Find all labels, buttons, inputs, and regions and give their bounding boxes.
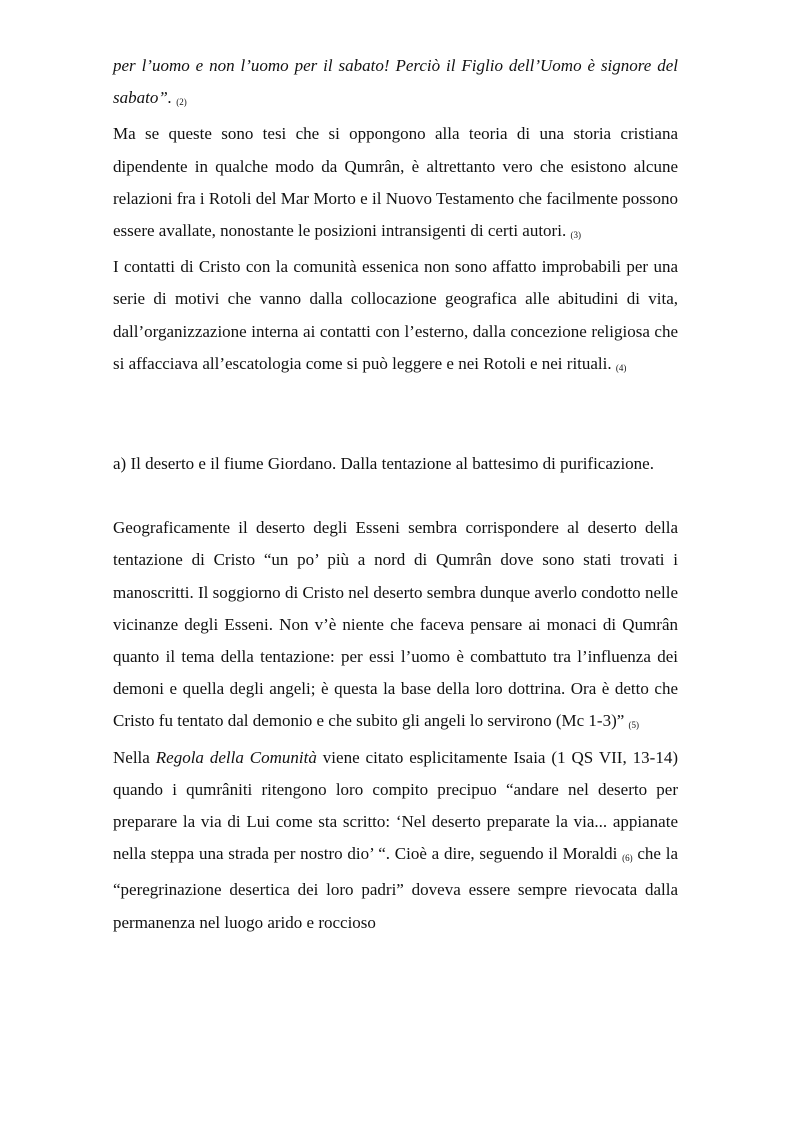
paragraph-contacts <box>113 251 678 384</box>
section-heading: a) Il deserto e il fiume Giordano. Dalla tentazione al battesimo di purificazione. <box>113 454 654 474</box>
paragraph-text: Geograficamente il deserto degli Esseni sembra corrispondere al deserto della tentazione di Cristo “un po’ più a nord di Qumrân dove sono stati trovati i manoscritti. Il soggiorno di Cristo nel deserto sembra dunque averlo condotto nelle vicinanze degli Esseni. Non v’è niente che faceva pensare ai monaci di Qumrân quanto il tema della tentazione: per essi l’uomo è combattuto tra l’influenza dei demoni e quella degli angeli; è questa la base della loro dottrina. Ora è detto che Cristo fu tentato dal demonio e che subito gli angeli lo servirono (Mc 1-3)” <box>113 518 678 731</box>
paragraph-quote-end <box>113 50 678 118</box>
spacer <box>113 384 678 448</box>
paragraph-text-middle: viene citato esplicitamente Isaia (1 QS VII, 13-14) quando i qumrâniti ritengono loro compito precipuo “andare nel deserto per preparare la via di Lui come sta scritto: ‘Nel deserto preparate la via... appianate nella steppa una strada per nostro dio’ “. Cioè a dire, seguendo il Moraldi <box>113 747 678 864</box>
paragraph-desert <box>113 512 678 741</box>
footnote-ref-2: (2) <box>176 97 187 108</box>
paragraph-relations <box>113 118 678 251</box>
paragraph-text: I contatti di Cristo con la comunità essenica non sono affatto improbabili per una serie di motivi che vanno dalla collocazione geografica alle abitudini di vita, dall’organizzazione interna ai contatti con l’esterno, dalla concezione religiosa che si affacciava all’escatologia come si può leggere e nei Rotoli e nei rituali. <box>113 257 678 373</box>
paragraph-text: Ma se queste sono tesi che si oppongono alla teoria di una storia cristiana dipendente in qualche modo da Qumrân, è altrettanto vero che esistono alcune relazioni fra i Rotoli del Mar Morto e il Nuovo Testamento che facilmente possono essere avallate, nonostante le posizioni intransigenti di certi autori. <box>113 124 678 241</box>
footnote-ref-3: (3) <box>570 230 581 241</box>
paragraph-rule-of-community <box>113 742 678 939</box>
footnote-ref-5: (5) <box>628 720 640 731</box>
paragraph-text-after: che la “peregrinazione desertica dei loro padri” doveva essere sempre rievocata dalla permanenza nel luogo arido e roccioso <box>113 844 679 932</box>
paragraph-text-before: Nella <box>113 747 156 767</box>
footnote-ref-4: (4) <box>615 362 627 373</box>
spacer <box>113 480 678 512</box>
footnote-ref-6: (6) <box>622 853 633 864</box>
book-title: Regola della Comunità <box>155 747 317 767</box>
document-page <box>113 50 678 939</box>
quote-text: per l’uomo e non l’uomo per il sabato! Perciò il Figlio dell’Uomo è signore del sabato”. <box>113 56 678 108</box>
